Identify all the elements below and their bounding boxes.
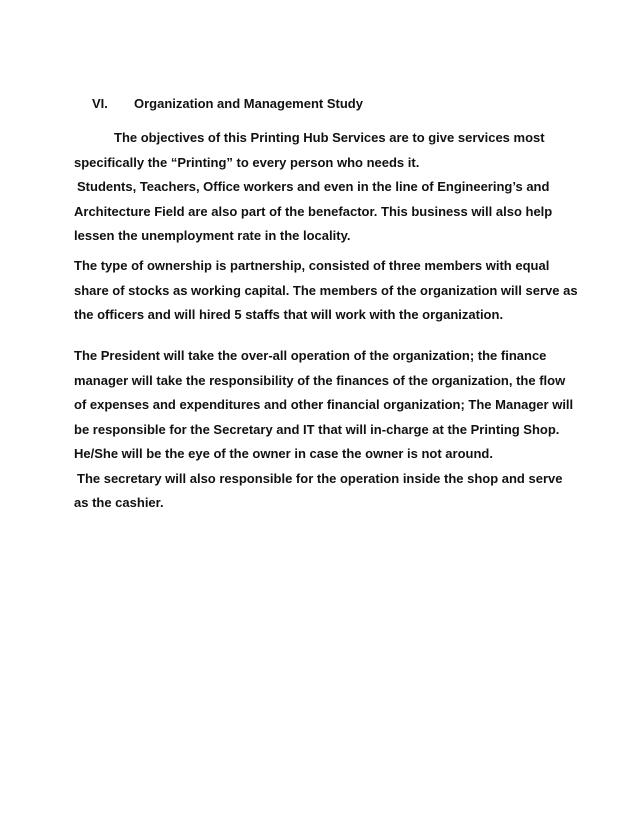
paragraph-line: share of stocks as working capital. The members of the organization will serve as [74,282,578,298]
paragraph-line: as the cashier. [74,495,164,510]
paragraph-line: be responsible for the Secretary and IT that will in-charge at the Printing Shop. [74,421,560,437]
paragraph-line: of expenses and expenditures and other financial organization; The Manager will [74,397,574,412]
paragraph-line: the officers and will hired 5 staffs that will work with the organization. [74,307,504,322]
paragraph-line: Students, Teachers, Office workers and even in the line of Engineering’s and [77,179,550,194]
paragraph-line: The President will take the over-all operation of the organization; the finance [74,348,547,363]
paragraph-line: The objectives of this Printing Hub Services are to give services most [114,130,545,145]
paragraph-line: Architecture Field are also part of the benefactor. This business will also help [74,203,553,219]
section-number: VI. [92,96,108,111]
paragraph-line: manager will take the responsibility of the finances of the organization, the flow [74,372,566,388]
paragraph-objectives [74,126,574,249]
paragraph-roles [74,344,574,516]
paragraph-line: He/She will be the eye of the owner in case the owner is not around. [74,446,493,461]
paragraph-line: The type of ownership is partnership, consisted of three members with equal [74,258,550,273]
section-title: Organization and Management Study [134,96,363,111]
paragraph-line: lessen the unemployment rate in the locality. [74,228,351,243]
paragraph-line: The secretary will also responsible for the operation inside the shop and serve [77,470,563,486]
section-heading [92,95,363,113]
paragraph-ownership [74,254,578,328]
paragraph-line: specifically the “Printing” to every person who needs it. [74,154,420,170]
